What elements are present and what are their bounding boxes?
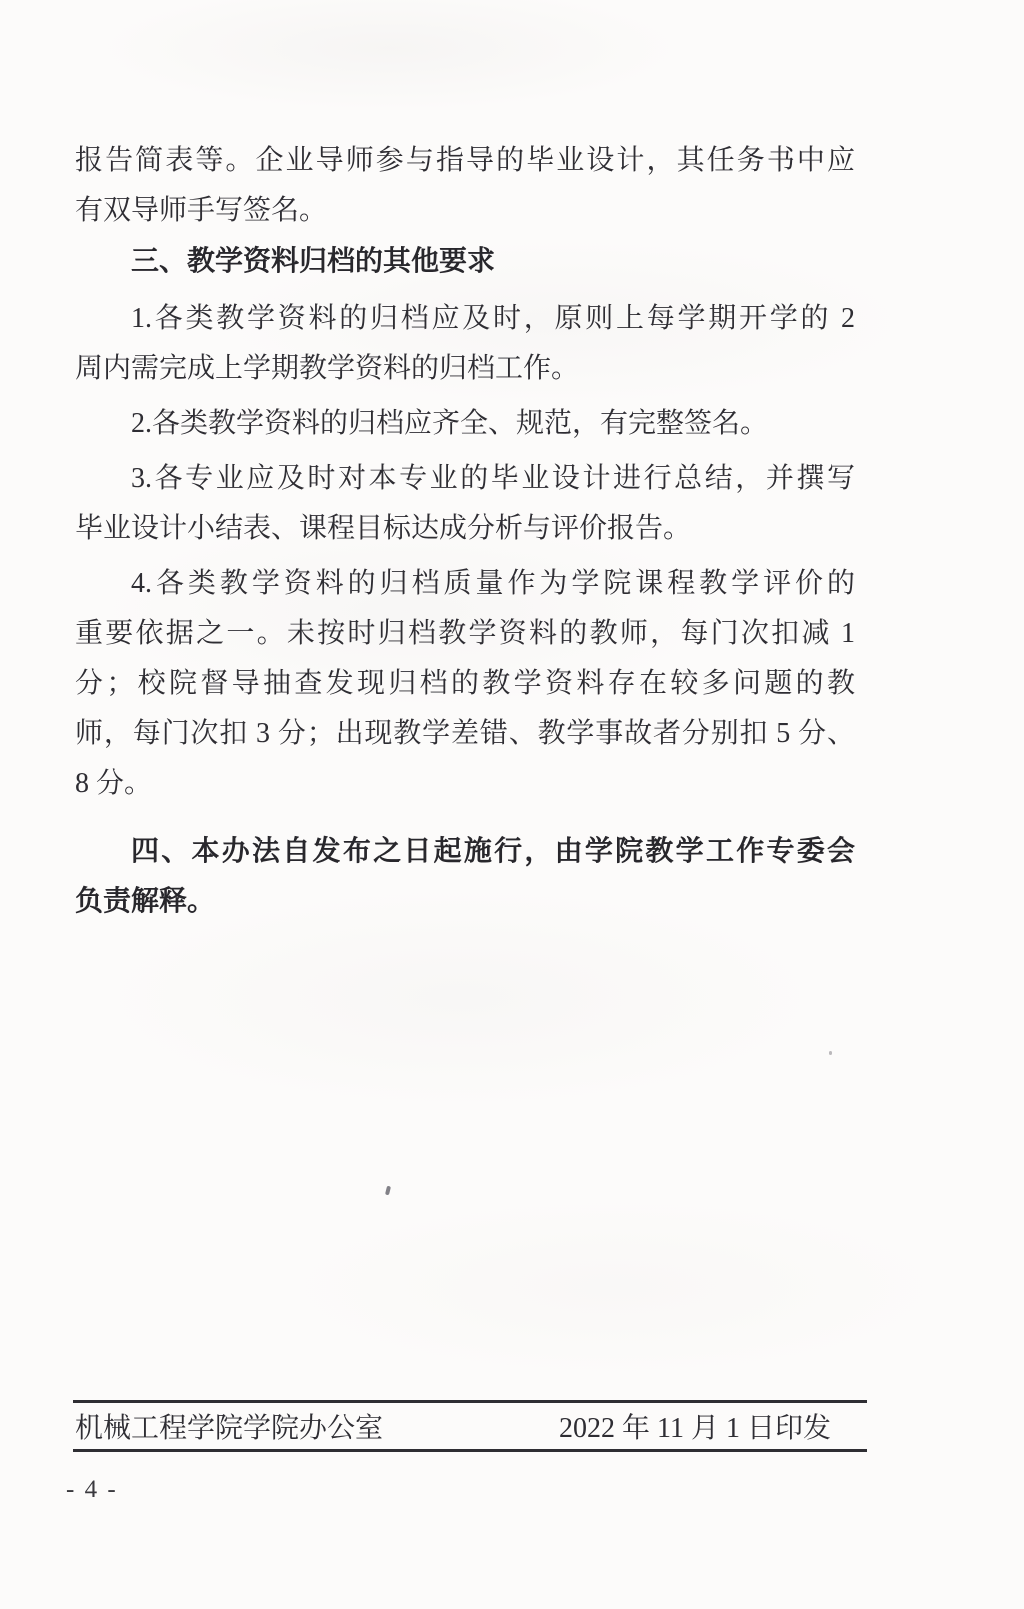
text-line: 报告简表等。企业导师参与指导的毕业设计，其任务书中应	[75, 145, 855, 176]
text-line: 分；校院督导抽查发现归档的教学资料存在较多问题的教	[75, 668, 855, 699]
text-line: 三、教学资料归档的其他要求	[131, 246, 496, 277]
footer-issuer: 机械工程学院学院办公室	[75, 1413, 384, 1444]
text-line: 周内需完成上学期教学资料的归档工作。	[75, 353, 580, 384]
text-line: 四、本办法自发布之日起施行，由学院教学工作专委会	[131, 836, 855, 867]
footer-print-date: 2022 年 11 月 1 日印发	[559, 1413, 831, 1444]
text-line: 1.各类教学资料的归档应及时，原则上每学期开学的 2	[131, 303, 855, 334]
item-4	[75, 559, 855, 809]
item-1	[75, 294, 855, 394]
heading-4	[75, 827, 855, 927]
item-3	[75, 454, 855, 554]
text-line: 4.各类教学资料的归档质量作为学院课程教学评价的	[131, 568, 855, 599]
intro-paragraph	[75, 136, 855, 236]
text-line: 负责解释。	[75, 886, 216, 917]
heading-3	[75, 237, 855, 287]
text-line: 毕业设计小结表、课程目标达成分析与评价报告。	[75, 513, 692, 544]
document-footer	[73, 1400, 867, 1452]
text-line: 3.各专业应及时对本专业的毕业设计进行总结，并撰写	[131, 463, 855, 494]
text-line: 师，每门次扣 3 分；出现教学差错、教学事故者分别扣 5 分、	[75, 718, 855, 749]
page-number: - 4 -	[66, 1476, 118, 1503]
footer-row	[73, 1403, 867, 1449]
text-line: 2.各类教学资料的归档应齐全、规范，有完整签名。	[131, 408, 769, 439]
scan-speck	[385, 1186, 391, 1196]
text-line: 重要依据之一。未按时归档教学资料的教师，每门次扣减 1	[75, 618, 855, 649]
scan-speck	[829, 1051, 832, 1055]
text-line: 8 分。	[75, 768, 153, 799]
document-body	[75, 136, 855, 932]
text-line: 有双导师手写签名。	[75, 195, 328, 226]
item-2	[75, 399, 855, 449]
